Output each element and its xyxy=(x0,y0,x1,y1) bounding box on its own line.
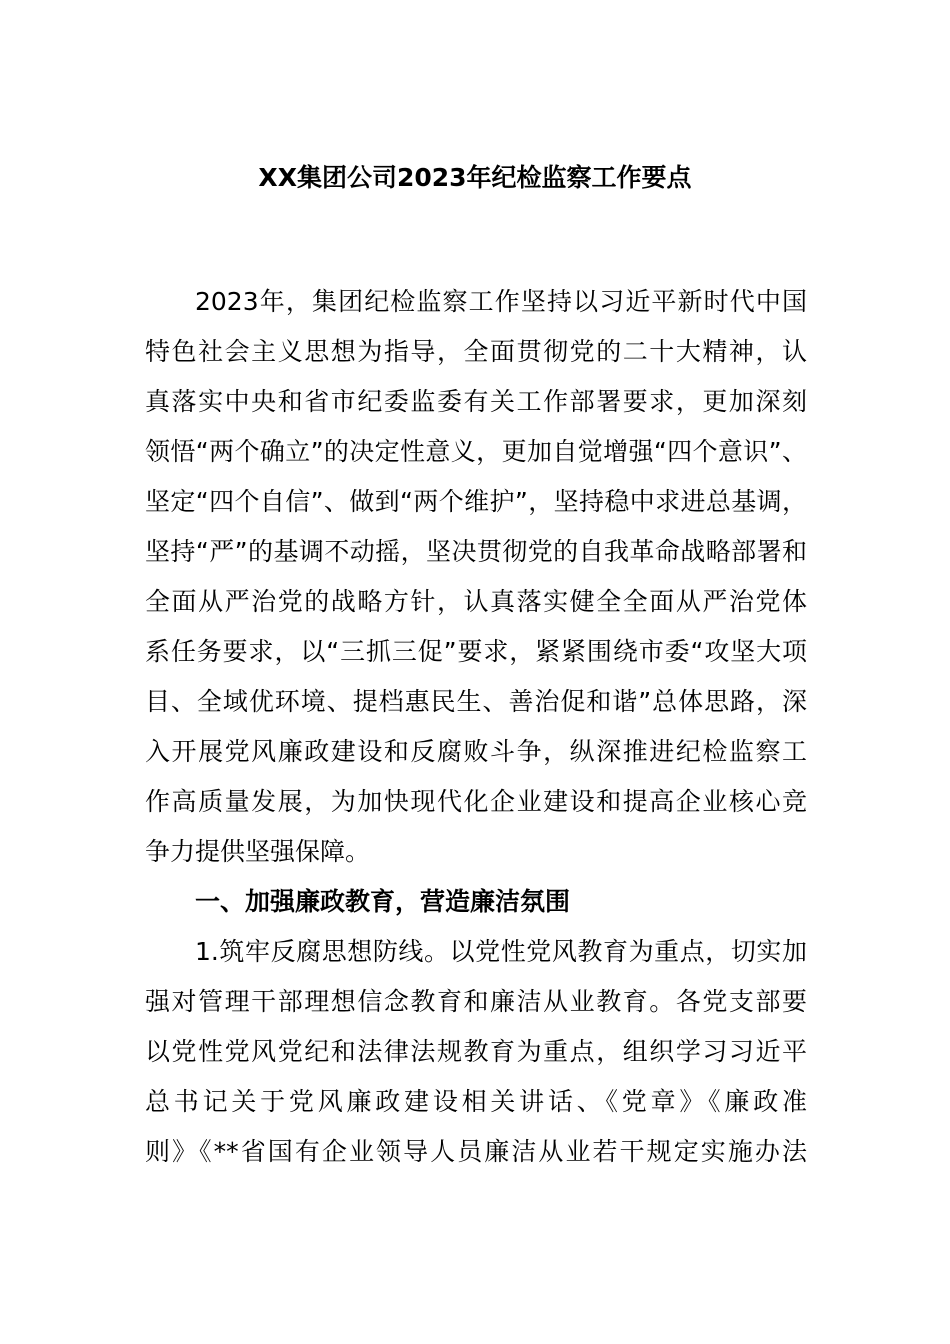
item1-line-3: 以党性党风党纪和法律法规教育为重点，组织学习习近平 xyxy=(145,1037,807,1066)
section-heading-1: 一、加强廉政教育，营造廉洁氛围 xyxy=(195,887,571,916)
intro-line-4: 领悟“两个确立”的决定性意义，更加自觉增强“四个意识”、 xyxy=(145,437,807,466)
item1-line-2: 强对管理干部理想信念教育和廉洁从业教育。各党支部要 xyxy=(145,987,807,1016)
document-title: XX集团公司2023年纪检监察工作要点 xyxy=(258,163,692,192)
item1-line-1: 1.筑牢反腐思想防线。以党性党风教育为重点，切实加 xyxy=(195,937,807,966)
intro-line-10: 入开展党风廉政建设和反腐败斗争，纵深推进纪检监察工 xyxy=(145,737,807,766)
document-body xyxy=(145,277,807,1177)
intro-line-8: 系任务要求，以“三抓三促”要求，紧紧围绕市委“攻坚大项 xyxy=(145,637,807,666)
item1-line-4: 总书记关于党风廉政建设相关讲话、《党章》《廉政准 xyxy=(145,1087,807,1116)
item1-line-5: 则》《**省国有企业领导人员廉洁从业若干规定实施办法 xyxy=(145,1137,807,1166)
intro-line-3: 真落实中央和省市纪委监委有关工作部署要求，更加深刻 xyxy=(145,387,807,416)
intro-line-5: 坚定“四个自信”、做到“两个维护”，坚持稳中求进总基调， xyxy=(145,487,807,516)
intro-line-12: 争力提供坚强保障。 xyxy=(145,837,371,866)
intro-line-11: 作高质量发展，为加快现代化企业建设和提高企业核心竞 xyxy=(145,787,807,816)
intro-line-9: 目、全域优环境、提档惠民生、善治促和谐”总体思路，深 xyxy=(145,687,807,716)
intro-line-7: 全面从严治党的战略方针，认真落实健全全面从严治党体 xyxy=(145,587,807,616)
intro-line-1: 2023年，集团纪检监察工作坚持以习近平新时代中国 xyxy=(195,287,807,316)
intro-line-2: 特色社会主义思想为指导，全面贯彻党的二十大精神，认 xyxy=(145,337,807,366)
intro-line-6: 坚持“严”的基调不动摇，坚决贯彻党的自我革命战略部署和 xyxy=(145,537,807,566)
